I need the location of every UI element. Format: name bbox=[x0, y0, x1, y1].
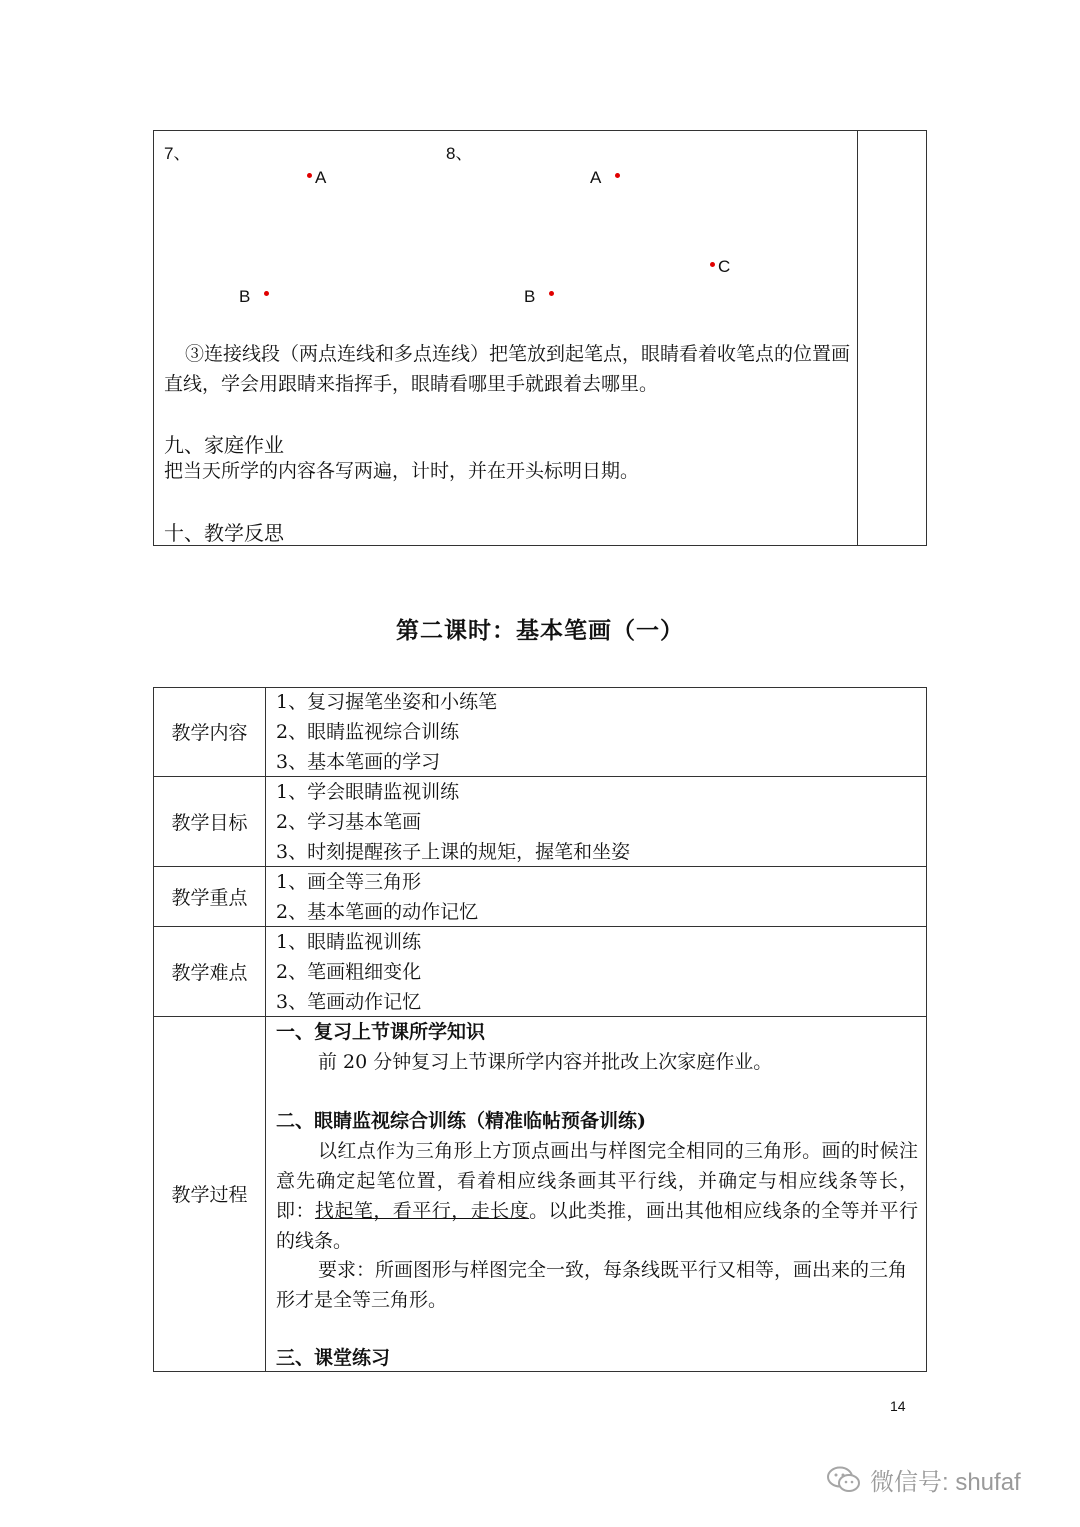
list-item: 2、基本笔画的动作记忆 bbox=[276, 901, 479, 923]
section-heading-practice: 三、课堂练习 bbox=[276, 1347, 391, 1369]
row-label-difficulties: 教学难点 bbox=[171, 962, 248, 984]
table-divider bbox=[857, 130, 858, 546]
red-dot bbox=[307, 173, 312, 178]
red-dot bbox=[264, 291, 269, 296]
list-item: 3、基本笔画的学习 bbox=[276, 751, 441, 773]
exercise-number-8: 8、 bbox=[446, 144, 473, 163]
connect-lines-paragraph: ③连接线段（两点连线和多点连线）把笔放到起笔点，眼睛看着收笔点的位置画直线，学会用跟睛来指挥手，眼睛看哪里手就跟着去哪里。 bbox=[164, 343, 851, 395]
list-item: 2、眼睛监视综合训练 bbox=[276, 721, 460, 743]
point-label-c: C bbox=[718, 257, 731, 276]
list-item: 1、学会眼睛监视训练 bbox=[276, 781, 460, 803]
point-label-b: B bbox=[524, 287, 536, 306]
page-number: 14 bbox=[890, 1398, 906, 1414]
list-item: 1、眼睛监视训练 bbox=[276, 931, 422, 953]
homework-heading: 九、家庭作业 bbox=[164, 433, 284, 457]
row-label-content: 教学内容 bbox=[171, 722, 248, 744]
list-item: 1、画全等三角形 bbox=[276, 871, 422, 893]
review-text: 前 20 分钟复习上节课所学内容并批改上次家庭作业。 bbox=[318, 1051, 773, 1073]
list-item: 2、学习基本笔画 bbox=[276, 811, 422, 833]
training-text-part: 。以此类推，画出其他相应线条的全等并平行的线条。 bbox=[276, 1200, 918, 1252]
list-item: 3、笔画动作记忆 bbox=[276, 991, 422, 1013]
list-item: 2、笔画粗细变化 bbox=[276, 961, 422, 983]
homework-text: 把当天所学的内容各写两遍，计时，并在开头标明日期。 bbox=[164, 460, 640, 482]
point-label-a: A bbox=[315, 168, 327, 187]
red-dot bbox=[549, 291, 554, 296]
row-divider bbox=[153, 1016, 927, 1017]
reflection-heading: 十、教学反思 bbox=[164, 521, 284, 545]
red-dot bbox=[615, 173, 620, 178]
section-heading-review: 一、复习上节课所学知识 bbox=[276, 1021, 486, 1043]
exercise-number-7: 7、 bbox=[164, 144, 191, 163]
wechat-watermark bbox=[826, 1462, 1021, 1497]
list-item: 1、复习握笔坐姿和小练笔 bbox=[276, 691, 498, 713]
row-label-process: 教学过程 bbox=[171, 1184, 248, 1206]
section-heading-training: 二、眼睛监视综合训练（精准临帖预备训练) bbox=[276, 1110, 646, 1132]
training-text bbox=[276, 1136, 918, 1256]
lesson-title: 第二课时：基本笔画（一） bbox=[396, 617, 684, 644]
watermark-text: 微信号: shufaf bbox=[870, 1469, 1021, 1496]
wechat-icon bbox=[826, 1466, 862, 1494]
row-label-goals: 教学目标 bbox=[171, 812, 248, 834]
row-divider bbox=[153, 926, 927, 927]
row-label-key-points: 教学重点 bbox=[171, 887, 248, 909]
point-label-a: A bbox=[590, 168, 602, 187]
row-divider bbox=[153, 776, 927, 777]
list-item: 3、时刻提醒孩子上课的规矩，握笔和坐姿 bbox=[276, 841, 631, 863]
table-column-divider bbox=[265, 687, 266, 1372]
red-dot bbox=[710, 262, 715, 267]
requirement-text: 要求：所画图形与样图完全一致，每条线既平行又相等，画出来的三角形才是全等三角形。 bbox=[276, 1259, 908, 1311]
training-key-phrase: 找起笔，看平行，走长度 bbox=[314, 1200, 530, 1222]
training-text-part: 以红点作为三角形上方顶点画出与样图完全相同的三角形。画的时候注意先确定起笔位置，看着相应线条画其平行线，并确定与相应线条等长，即： bbox=[276, 1140, 918, 1222]
point-label-b: B bbox=[239, 287, 251, 306]
